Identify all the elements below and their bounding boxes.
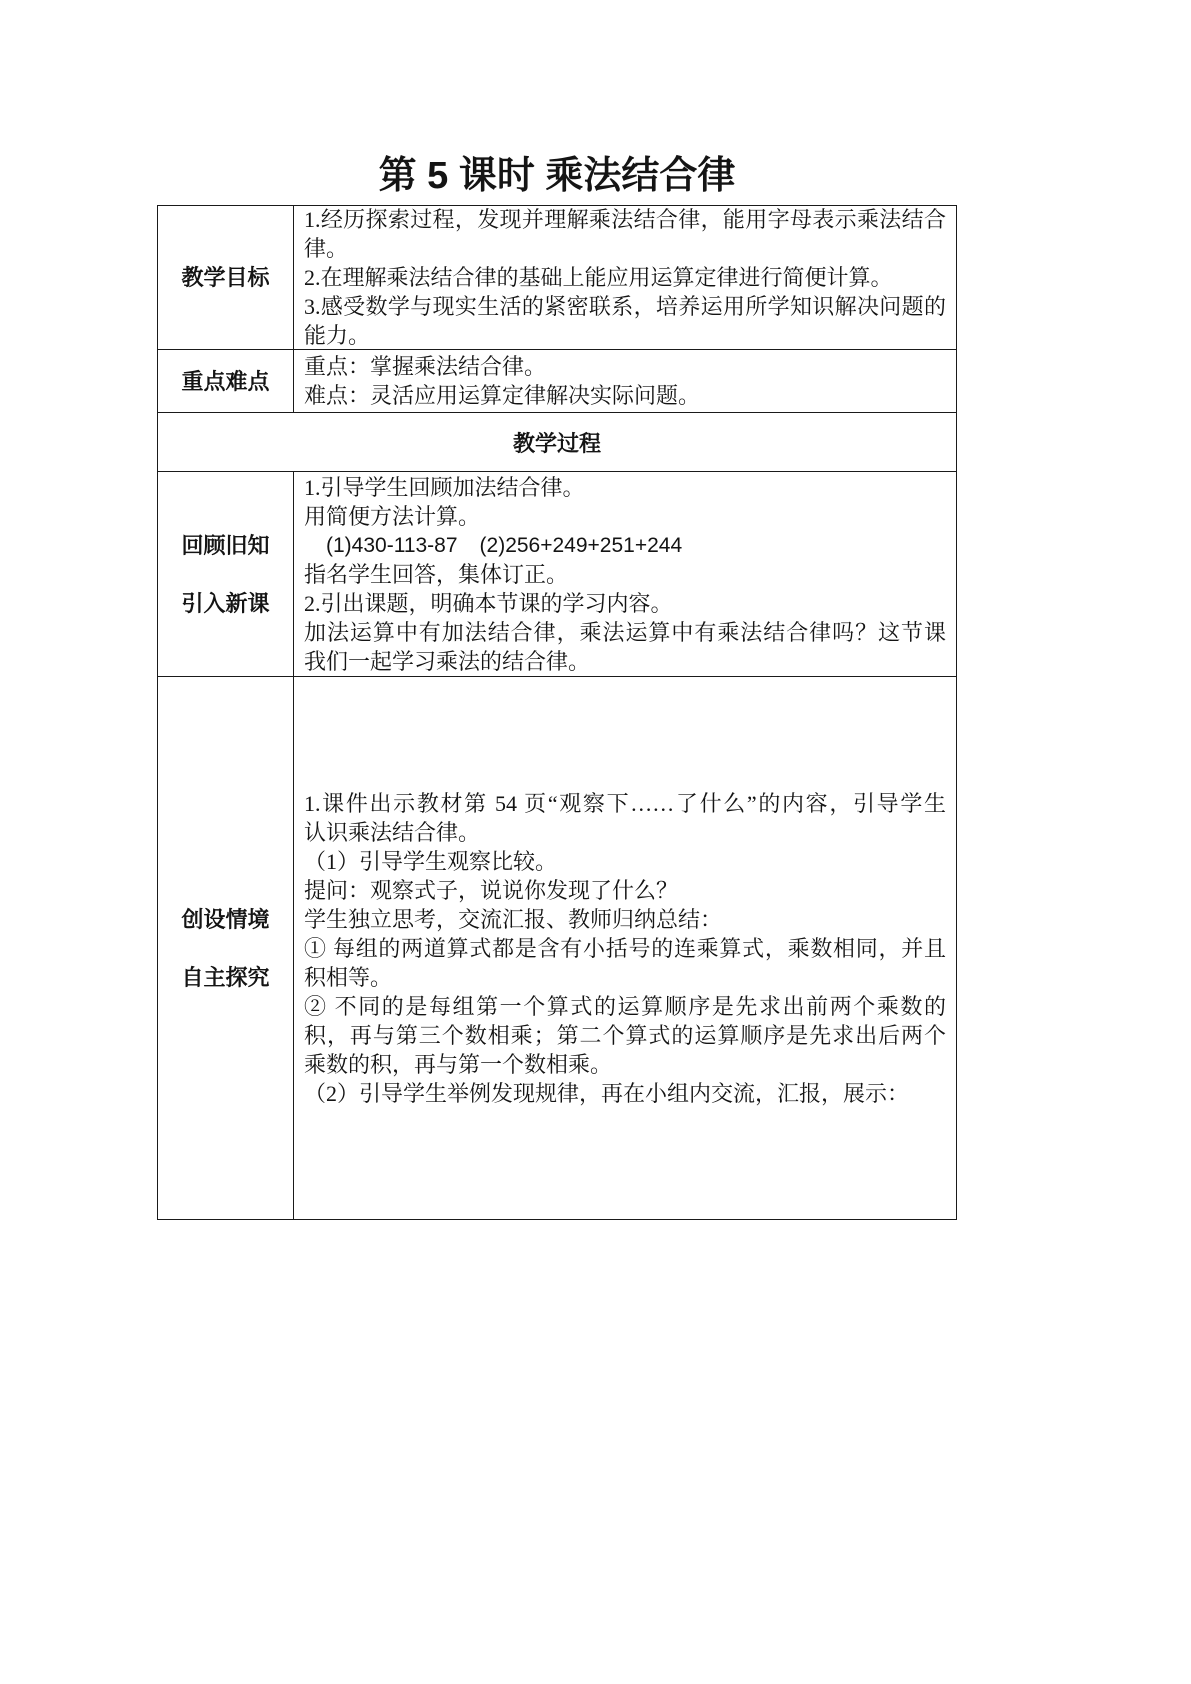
process-header: 教学过程 (512, 430, 601, 456)
label-objectives: 教学目标 (181, 265, 270, 290)
label-explore-1: 创设情境 (181, 906, 270, 932)
objective-line-3: 2.在理解乘法结合律的基础上能应用运算定律进行简便计算。 (304, 265, 893, 290)
review-line-4: 2.引出课题，明确本节课的学习内容。 (304, 590, 673, 616)
exercise-line (304, 531, 946, 560)
content-cell-key-points (293, 350, 956, 412)
explore-line-10: 乘数的积，再与第一个数相乘。 (304, 1051, 613, 1077)
row-objectives (158, 206, 956, 349)
explore-line-4: 提问：观察式子，说说你发现了什么？ (304, 877, 679, 903)
objective-line-4: 3.感受数学与现实生活的紧密联系，培养运用所学知识解决问题的 (304, 294, 946, 319)
review-line-1: 1.引导学生回顾加法结合律。 (304, 474, 585, 500)
content-cell-explore (293, 677, 956, 1219)
row-process-header (158, 412, 956, 471)
objective-line-5: 能力。 (304, 323, 371, 348)
explore-line-2: 认识乘法结合律。 (304, 819, 481, 845)
exercise-2: (2)256+249+251+244 (479, 533, 683, 557)
label-cell-review (158, 472, 293, 676)
review-line-2: 用简便方法计算。 (304, 503, 481, 529)
label-key-points: 重点难点 (181, 368, 270, 394)
review-line-3: 指名学生回答，集体订正。 (304, 561, 569, 587)
label-cell-key-points (158, 350, 293, 412)
row-key-points (158, 349, 956, 412)
lesson-plan-table (157, 205, 957, 1220)
explore-line-8: ② 不同的是每组第一个算式的运算顺序是先求出前两个乘数的 (304, 993, 946, 1019)
explore-line-7: 积相等。 (304, 964, 393, 990)
label-review-1: 回顾旧知 (181, 532, 270, 558)
explore-line-1: 1.课件出示教材第 54 页“观察下……了什么”的内容，引导学生 (304, 790, 946, 816)
label-explore-2: 自主探究 (181, 964, 270, 990)
explore-line-3: （1）引导学生观察比较。 (304, 848, 558, 874)
label-cell-explore (158, 677, 293, 1219)
key-point-line: 重点：掌握乘法结合律。 (304, 354, 547, 379)
page-title: 第 5 课时 乘法结合律 (378, 155, 736, 197)
objective-line-2: 律。 (304, 236, 349, 261)
row-review (158, 471, 956, 676)
review-line-5: 加法运算中有加法结合律，乘法运算中有乘法结合律吗？这节课 (304, 619, 946, 645)
label-review-2: 引入新课 (181, 590, 270, 616)
objective-line-1: 1.经历探索过程，发现并理解乘法结合律，能用字母表示乘法结合 (304, 207, 946, 232)
label-cell-objectives (158, 206, 293, 349)
explore-line-5: 学生独立思考，交流汇报、教师归纳总结： (304, 906, 723, 932)
content-cell-objectives (293, 206, 956, 349)
explore-line-11: （2）引导学生举例发现规律，再在小组内交流，汇报，展示： (304, 1080, 910, 1106)
review-line-6: 我们一起学习乘法的结合律。 (304, 648, 591, 674)
row-explore (158, 676, 956, 1219)
difficulty-line: 难点：灵活应用运算定律解决实际问题。 (304, 383, 701, 408)
explore-line-6: ① 每组的两道算式都是含有小括号的连乘算式，乘数相同，并且 (304, 935, 946, 961)
content-cell-review (293, 472, 956, 676)
explore-line-9: 积，再与第三个数相乘；第二个算式的运算顺序是先求出后两个 (304, 1022, 946, 1048)
exercise-1: (1)430-113-87 (326, 533, 458, 557)
